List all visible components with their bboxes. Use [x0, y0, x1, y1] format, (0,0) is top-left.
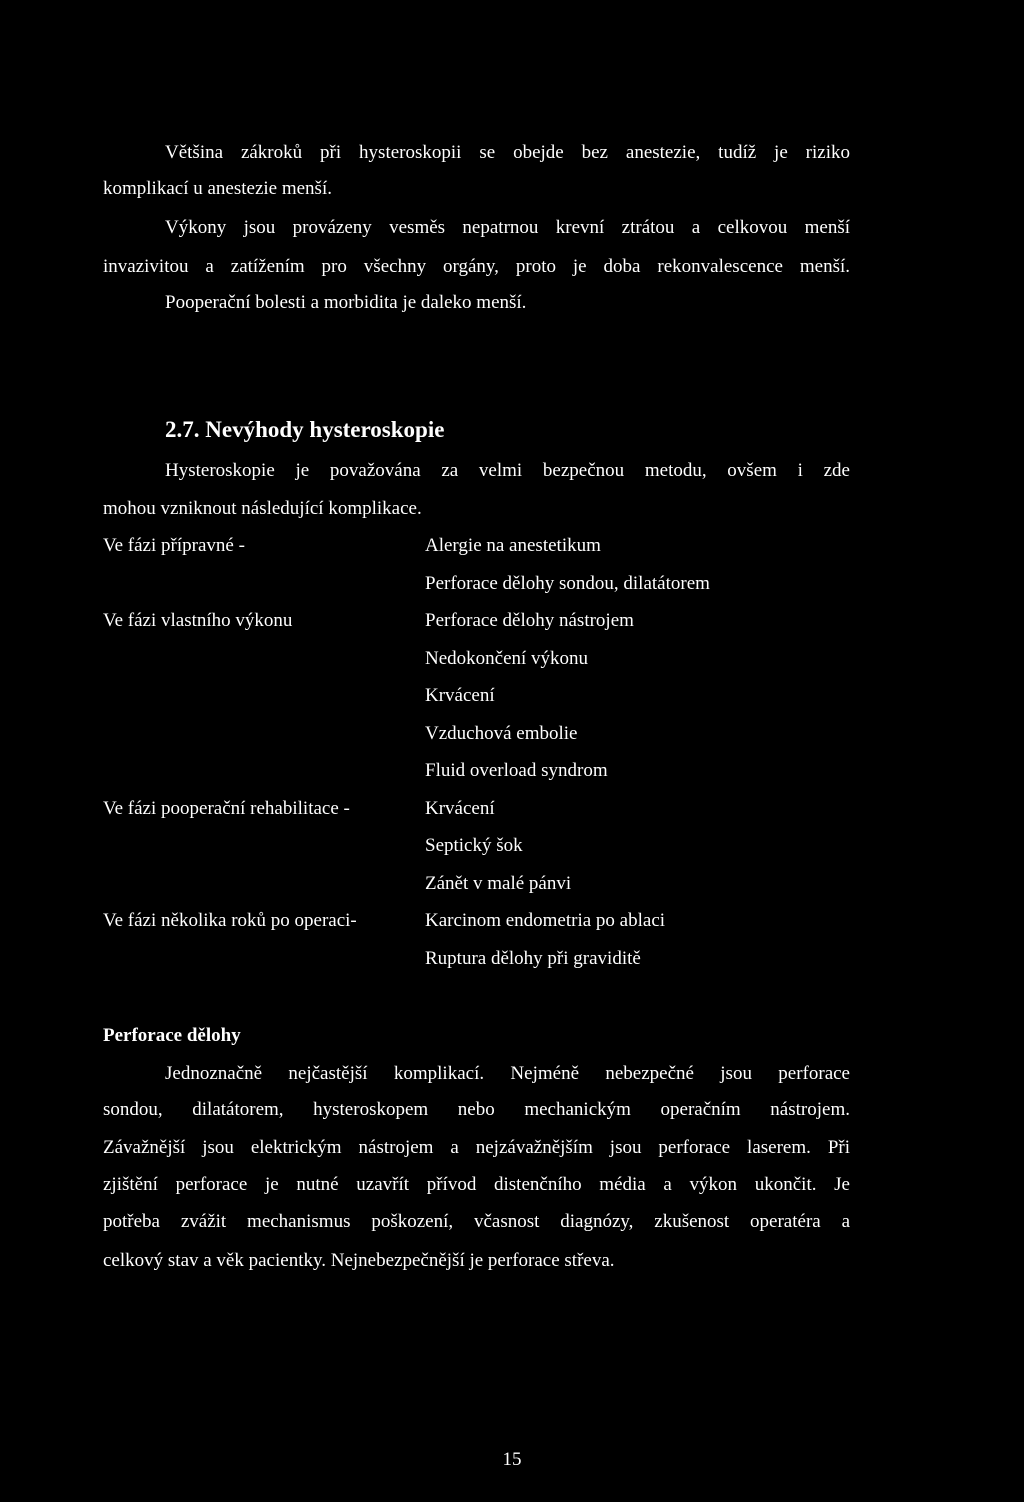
perforation-line-1: Jednoznačně nejčastější komplikací. Nejméně nebezpečné jsou perforace: [165, 1063, 850, 1084]
complication-item: Perforace dělohy sondou, dilatátorem: [425, 573, 710, 594]
perforation-line-2: sondou, dilatátorem, hysteroskopem nebo mechanickým operačním nástrojem.: [103, 1099, 850, 1120]
complication-item: Vzduchová embolie: [425, 723, 578, 744]
complication-item: Ruptura dělohy při graviditě: [425, 948, 641, 969]
perforation-line-6: celkový stav a věk pacientky. Nejnebezpečnější je perforace střeva.: [103, 1250, 615, 1271]
section-intro-line-1: Hysteroskopie je považována za velmi bezpečnou metodu, ovšem i zde: [165, 460, 850, 481]
complication-item: Alergie na anestetikum: [425, 535, 601, 556]
complication-item: Krvácení: [425, 798, 495, 819]
page-number: 15: [502, 1449, 522, 1470]
section-intro-line-2: mohou vzniknout následující komplikace.: [103, 498, 422, 519]
complication-item: Nedokončení výkonu: [425, 648, 589, 669]
intro-paragraph-2-line-2: invazivitou a zatížením pro všechny orgány, proto je doba rekonvalescence menší.: [103, 256, 850, 277]
perforation-line-3: Závažnější jsou elektrickým nástrojem a nejzávažnějším jsou perforace laserem. Při: [103, 1137, 850, 1158]
phase-label-postoperative: Ve fázi pooperační rehabilitace -: [103, 798, 350, 819]
intro-paragraph-2-line-1: Výkony jsou provázeny vesměs nepatrnou krevní ztrátou a celkovou menší: [165, 217, 850, 238]
section-heading: 2.7. Nevýhody hysteroskopie: [165, 417, 445, 442]
complication-item: Fluid overload syndrom: [425, 760, 608, 781]
complication-item: Perforace dělohy nástrojem: [425, 610, 634, 631]
perforation-line-4: zjištění perforace je nutné uzavřít přívod distenčního média a výkon ukončit. Je: [103, 1174, 850, 1195]
phase-label-years-after: Ve fázi několika roků po operaci-: [103, 910, 357, 931]
intro-paragraph-3: Pooperační bolesti a morbidita je daleko menší.: [165, 292, 527, 313]
perforation-line-5: potřeba zvážit mechanismus poškození, včasnost diagnózy, zkušenost operatéra a: [103, 1211, 850, 1232]
complication-item: Karcinom endometria po ablaci: [425, 910, 666, 931]
complication-item: Krvácení: [425, 685, 495, 706]
complication-item: Zánět v malé pánvi: [425, 873, 572, 894]
phase-label-preparation: Ve fázi přípravné -: [103, 535, 245, 556]
perforation-heading: Perforace dělohy: [103, 1025, 241, 1046]
complication-item: Septický šok: [425, 835, 523, 856]
phase-label-procedure: Ve fázi vlastního výkonu: [103, 610, 293, 631]
intro-paragraph-1-line-2: komplikací u anestezie menší.: [103, 178, 332, 199]
intro-paragraph-1-line-1: Většina zákroků při hysteroskopii se obejde bez anestezie, tudíž je riziko: [165, 142, 850, 163]
